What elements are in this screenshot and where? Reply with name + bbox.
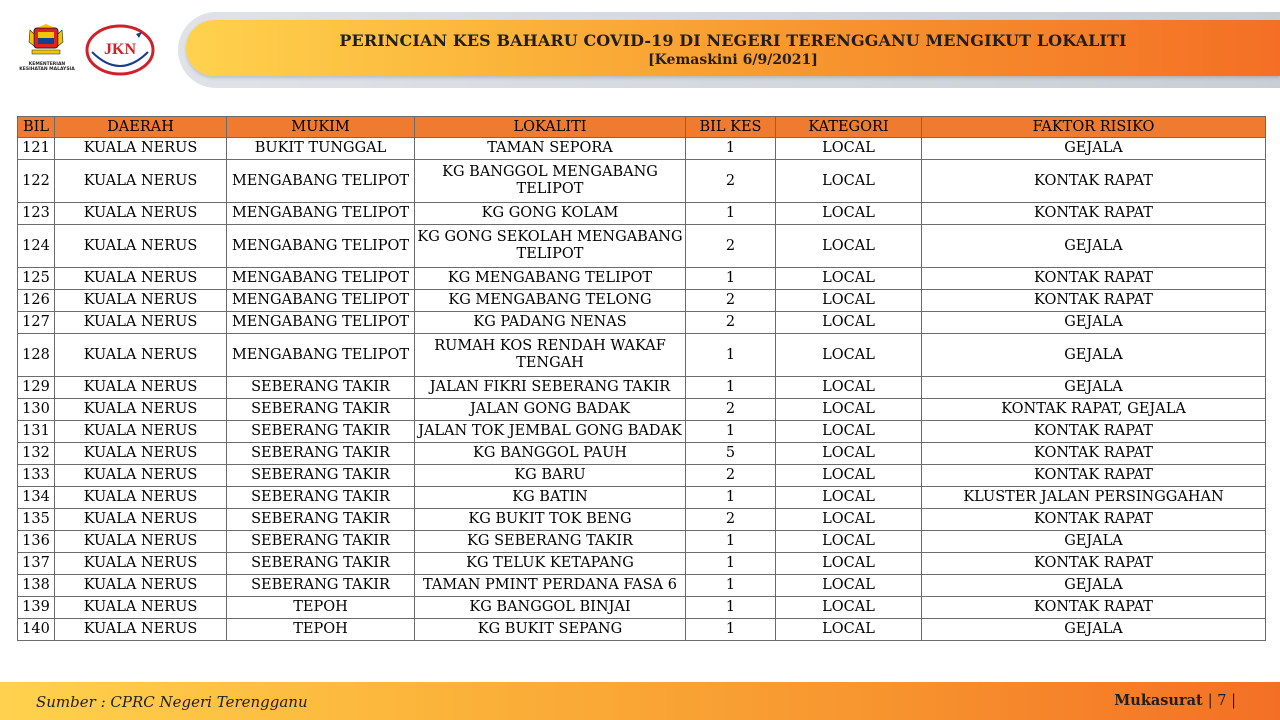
cell-bil-kes: 1 (686, 553, 776, 575)
cell-kategori: LOCAL (776, 553, 922, 575)
cell-bil-kes: 1 (686, 138, 776, 160)
cell-kategori: LOCAL (776, 203, 922, 225)
jkn-logo (84, 24, 156, 76)
cell-bil: 135 (18, 509, 55, 531)
cell-kategori: LOCAL (776, 290, 922, 312)
cases-table (17, 116, 1266, 641)
page-number: | 7 | (1207, 693, 1236, 709)
cell-lokaliti: KG BANGGOL PAUH (415, 443, 686, 465)
table-row (18, 312, 1266, 334)
cell-bil: 126 (18, 290, 55, 312)
logo-area (10, 18, 170, 88)
cell-mukim: MENGABANG TELIPOT (227, 160, 415, 203)
table-row (18, 509, 1266, 531)
column-header-bil: BIL (18, 117, 55, 138)
cell-kategori: LOCAL (776, 312, 922, 334)
cell-lokaliti: KG BARU (415, 465, 686, 487)
cell-faktor-risiko: KONTAK RAPAT (922, 597, 1266, 619)
cell-kategori: LOCAL (776, 509, 922, 531)
cell-bil-kes: 1 (686, 268, 776, 290)
cell-mukim: TEPOH (227, 619, 415, 641)
cell-daerah: KUALA NERUS (55, 225, 227, 268)
cell-bil: 121 (18, 138, 55, 160)
cell-faktor-risiko: KONTAK RAPAT (922, 465, 1266, 487)
cell-daerah: KUALA NERUS (55, 421, 227, 443)
column-header-bil-kes: BIL KES (686, 117, 776, 138)
cell-mukim: MENGABANG TELIPOT (227, 203, 415, 225)
cell-bil-kes: 2 (686, 312, 776, 334)
cell-kategori: LOCAL (776, 160, 922, 203)
cell-daerah: KUALA NERUS (55, 465, 227, 487)
cell-bil: 137 (18, 553, 55, 575)
cell-mukim: SEBERANG TAKIR (227, 399, 415, 421)
table-row (18, 531, 1266, 553)
cell-lokaliti: KG TELUK KETAPANG (415, 553, 686, 575)
cell-mukim: MENGABANG TELIPOT (227, 225, 415, 268)
cell-bil: 139 (18, 597, 55, 619)
cell-lokaliti: KG BANGGOL MENGABANG TELIPOT (415, 160, 686, 203)
cell-lokaliti: KG GONG KOLAM (415, 203, 686, 225)
cell-bil: 136 (18, 531, 55, 553)
cell-faktor-risiko: KONTAK RAPAT (922, 443, 1266, 465)
table-row (18, 334, 1266, 377)
cell-bil-kes: 1 (686, 421, 776, 443)
jkn-emblem-icon (84, 24, 156, 76)
cell-kategori: LOCAL (776, 334, 922, 377)
cell-bil-kes: 5 (686, 443, 776, 465)
table-row (18, 399, 1266, 421)
cell-mukim: TEPOH (227, 597, 415, 619)
cell-kategori: LOCAL (776, 421, 922, 443)
cell-lokaliti: KG BANGGOL BINJAI (415, 597, 686, 619)
column-header-kategori: KATEGORI (776, 117, 922, 138)
cell-lokaliti: KG BATIN (415, 487, 686, 509)
cell-mukim: SEBERANG TAKIR (227, 487, 415, 509)
cell-kategori: LOCAL (776, 465, 922, 487)
cell-daerah: KUALA NERUS (55, 487, 227, 509)
table-row (18, 619, 1266, 641)
cell-bil: 138 (18, 575, 55, 597)
cell-bil: 129 (18, 377, 55, 399)
cell-bil-kes: 1 (686, 203, 776, 225)
cell-lokaliti: KG SEBERANG TAKIR (415, 531, 686, 553)
table-row (18, 160, 1266, 203)
table-row (18, 225, 1266, 268)
cell-faktor-risiko: KLUSTER JALAN PERSINGGAHAN (922, 487, 1266, 509)
table-row (18, 465, 1266, 487)
cell-daerah: KUALA NERUS (55, 160, 227, 203)
cell-kategori: LOCAL (776, 443, 922, 465)
table-row (18, 487, 1266, 509)
cell-bil-kes: 1 (686, 575, 776, 597)
cell-bil-kes: 1 (686, 334, 776, 377)
cell-faktor-risiko: KONTAK RAPAT, GEJALA (922, 399, 1266, 421)
cell-daerah: KUALA NERUS (55, 553, 227, 575)
cell-bil: 128 (18, 334, 55, 377)
cell-bil: 122 (18, 160, 55, 203)
malaysia-crest-icon (26, 24, 66, 58)
table-row (18, 597, 1266, 619)
cell-mukim: SEBERANG TAKIR (227, 443, 415, 465)
cell-lokaliti: KG GONG SEKOLAH MENGABANG TELIPOT (415, 225, 686, 268)
table-row (18, 553, 1266, 575)
cell-daerah: KUALA NERUS (55, 377, 227, 399)
kkm-logo-caption: KEMENTERIAN KESIHATAN MALAYSIA (19, 62, 75, 72)
cell-kategori: LOCAL (776, 531, 922, 553)
cell-bil: 130 (18, 399, 55, 421)
cell-faktor-risiko: KONTAK RAPAT (922, 553, 1266, 575)
cell-faktor-risiko: KONTAK RAPAT (922, 509, 1266, 531)
cell-mukim: SEBERANG TAKIR (227, 421, 415, 443)
cell-mukim: SEBERANG TAKIR (227, 509, 415, 531)
cell-daerah: KUALA NERUS (55, 531, 227, 553)
cell-kategori: LOCAL (776, 225, 922, 268)
cell-faktor-risiko: KONTAK RAPAT (922, 203, 1266, 225)
cell-kategori: LOCAL (776, 597, 922, 619)
cell-mukim: SEBERANG TAKIR (227, 575, 415, 597)
cell-bil-kes: 1 (686, 531, 776, 553)
cell-bil: 134 (18, 487, 55, 509)
cell-faktor-risiko: KONTAK RAPAT (922, 290, 1266, 312)
column-header-daerah: DAERAH (55, 117, 227, 138)
kkm-logo (14, 24, 80, 86)
table-body (18, 138, 1266, 641)
cell-kategori: LOCAL (776, 377, 922, 399)
cell-daerah: KUALA NERUS (55, 619, 227, 641)
cell-lokaliti: RUMAH KOS RENDAH WAKAF TENGAH (415, 334, 686, 377)
cell-bil: 133 (18, 465, 55, 487)
cell-mukim: SEBERANG TAKIR (227, 531, 415, 553)
cell-daerah: KUALA NERUS (55, 597, 227, 619)
cell-faktor-risiko: KONTAK RAPAT (922, 160, 1266, 203)
cell-lokaliti: KG MENGABANG TELONG (415, 290, 686, 312)
cell-bil: 123 (18, 203, 55, 225)
source-note: Sumber : CPRC Negeri Terengganu (36, 693, 308, 711)
cell-daerah: KUALA NERUS (55, 290, 227, 312)
page-indicator (1114, 692, 1236, 709)
cell-daerah: KUALA NERUS (55, 203, 227, 225)
table-row (18, 203, 1266, 225)
page-label: Mukasurat (1114, 692, 1203, 709)
cell-kategori: LOCAL (776, 487, 922, 509)
cell-bil: 131 (18, 421, 55, 443)
cell-kategori: LOCAL (776, 575, 922, 597)
cell-kategori: LOCAL (776, 399, 922, 421)
cell-bil: 125 (18, 268, 55, 290)
column-header-mukim: MUKIM (227, 117, 415, 138)
cell-daerah: KUALA NERUS (55, 399, 227, 421)
cell-kategori: LOCAL (776, 619, 922, 641)
cell-lokaliti: KG BUKIT SEPANG (415, 619, 686, 641)
cell-lokaliti: TAMAN PMINT PERDANA FASA 6 (415, 575, 686, 597)
cell-lokaliti: KG MENGABANG TELIPOT (415, 268, 686, 290)
cell-bil-kes: 2 (686, 399, 776, 421)
cell-daerah: KUALA NERUS (55, 312, 227, 334)
cell-mukim: SEBERANG TAKIR (227, 465, 415, 487)
cell-lokaliti: JALAN FIKRI SEBERANG TAKIR (415, 377, 686, 399)
cell-faktor-risiko: GEJALA (922, 138, 1266, 160)
cell-lokaliti: JALAN TOK JEMBAL GONG BADAK (415, 421, 686, 443)
cell-bil: 124 (18, 225, 55, 268)
cell-faktor-risiko: GEJALA (922, 312, 1266, 334)
cell-kategori: LOCAL (776, 268, 922, 290)
table-row (18, 377, 1266, 399)
cell-daerah: KUALA NERUS (55, 509, 227, 531)
table-row (18, 443, 1266, 465)
page-subtitle: [Kemaskini 6/9/2021] (648, 52, 818, 68)
cell-faktor-risiko: GEJALA (922, 334, 1266, 377)
cell-bil-kes: 1 (686, 597, 776, 619)
cell-daerah: KUALA NERUS (55, 443, 227, 465)
cell-bil: 132 (18, 443, 55, 465)
table-header-row (18, 117, 1266, 138)
cell-faktor-risiko: GEJALA (922, 619, 1266, 641)
column-header-faktor-risiko: FAKTOR RISIKO (922, 117, 1266, 138)
cell-bil-kes: 2 (686, 290, 776, 312)
cell-bil-kes: 2 (686, 509, 776, 531)
cell-daerah: KUALA NERUS (55, 334, 227, 377)
cell-faktor-risiko: GEJALA (922, 575, 1266, 597)
table-row (18, 268, 1266, 290)
cell-kategori: LOCAL (776, 138, 922, 160)
cell-mukim: SEBERANG TAKIR (227, 553, 415, 575)
cell-bil-kes: 2 (686, 465, 776, 487)
cell-mukim: BUKIT TUNGGAL (227, 138, 415, 160)
cell-mukim: MENGABANG TELIPOT (227, 268, 415, 290)
cell-bil-kes: 1 (686, 377, 776, 399)
cell-faktor-risiko: KONTAK RAPAT (922, 421, 1266, 443)
cell-bil-kes: 1 (686, 487, 776, 509)
cell-daerah: KUALA NERUS (55, 575, 227, 597)
jkn-logo-text: JKN (104, 41, 136, 58)
cell-faktor-risiko: GEJALA (922, 377, 1266, 399)
page-title: PERINCIAN KES BAHARU COVID-19 DI NEGERI TERENGGANU MENGIKUT LOKALITI (339, 31, 1127, 50)
cell-mukim: MENGABANG TELIPOT (227, 312, 415, 334)
cell-bil-kes: 2 (686, 160, 776, 203)
cell-faktor-risiko: GEJALA (922, 225, 1266, 268)
cell-mukim: SEBERANG TAKIR (227, 377, 415, 399)
cell-faktor-risiko: GEJALA (922, 531, 1266, 553)
table-row (18, 421, 1266, 443)
table-row (18, 290, 1266, 312)
cell-bil-kes: 2 (686, 225, 776, 268)
cell-mukim: MENGABANG TELIPOT (227, 334, 415, 377)
cell-bil: 140 (18, 619, 55, 641)
cell-bil-kes: 1 (686, 619, 776, 641)
cell-lokaliti: TAMAN SEPORA (415, 138, 686, 160)
table-row (18, 138, 1266, 160)
cell-faktor-risiko: KONTAK RAPAT (922, 268, 1266, 290)
cell-daerah: KUALA NERUS (55, 268, 227, 290)
column-header-lokaliti: LOKALITI (415, 117, 686, 138)
cell-lokaliti: KG PADANG NENAS (415, 312, 686, 334)
cell-lokaliti: JALAN GONG BADAK (415, 399, 686, 421)
cell-mukim: MENGABANG TELIPOT (227, 290, 415, 312)
table-row (18, 575, 1266, 597)
cell-bil: 127 (18, 312, 55, 334)
cell-lokaliti: KG BUKIT TOK BENG (415, 509, 686, 531)
cell-daerah: KUALA NERUS (55, 138, 227, 160)
